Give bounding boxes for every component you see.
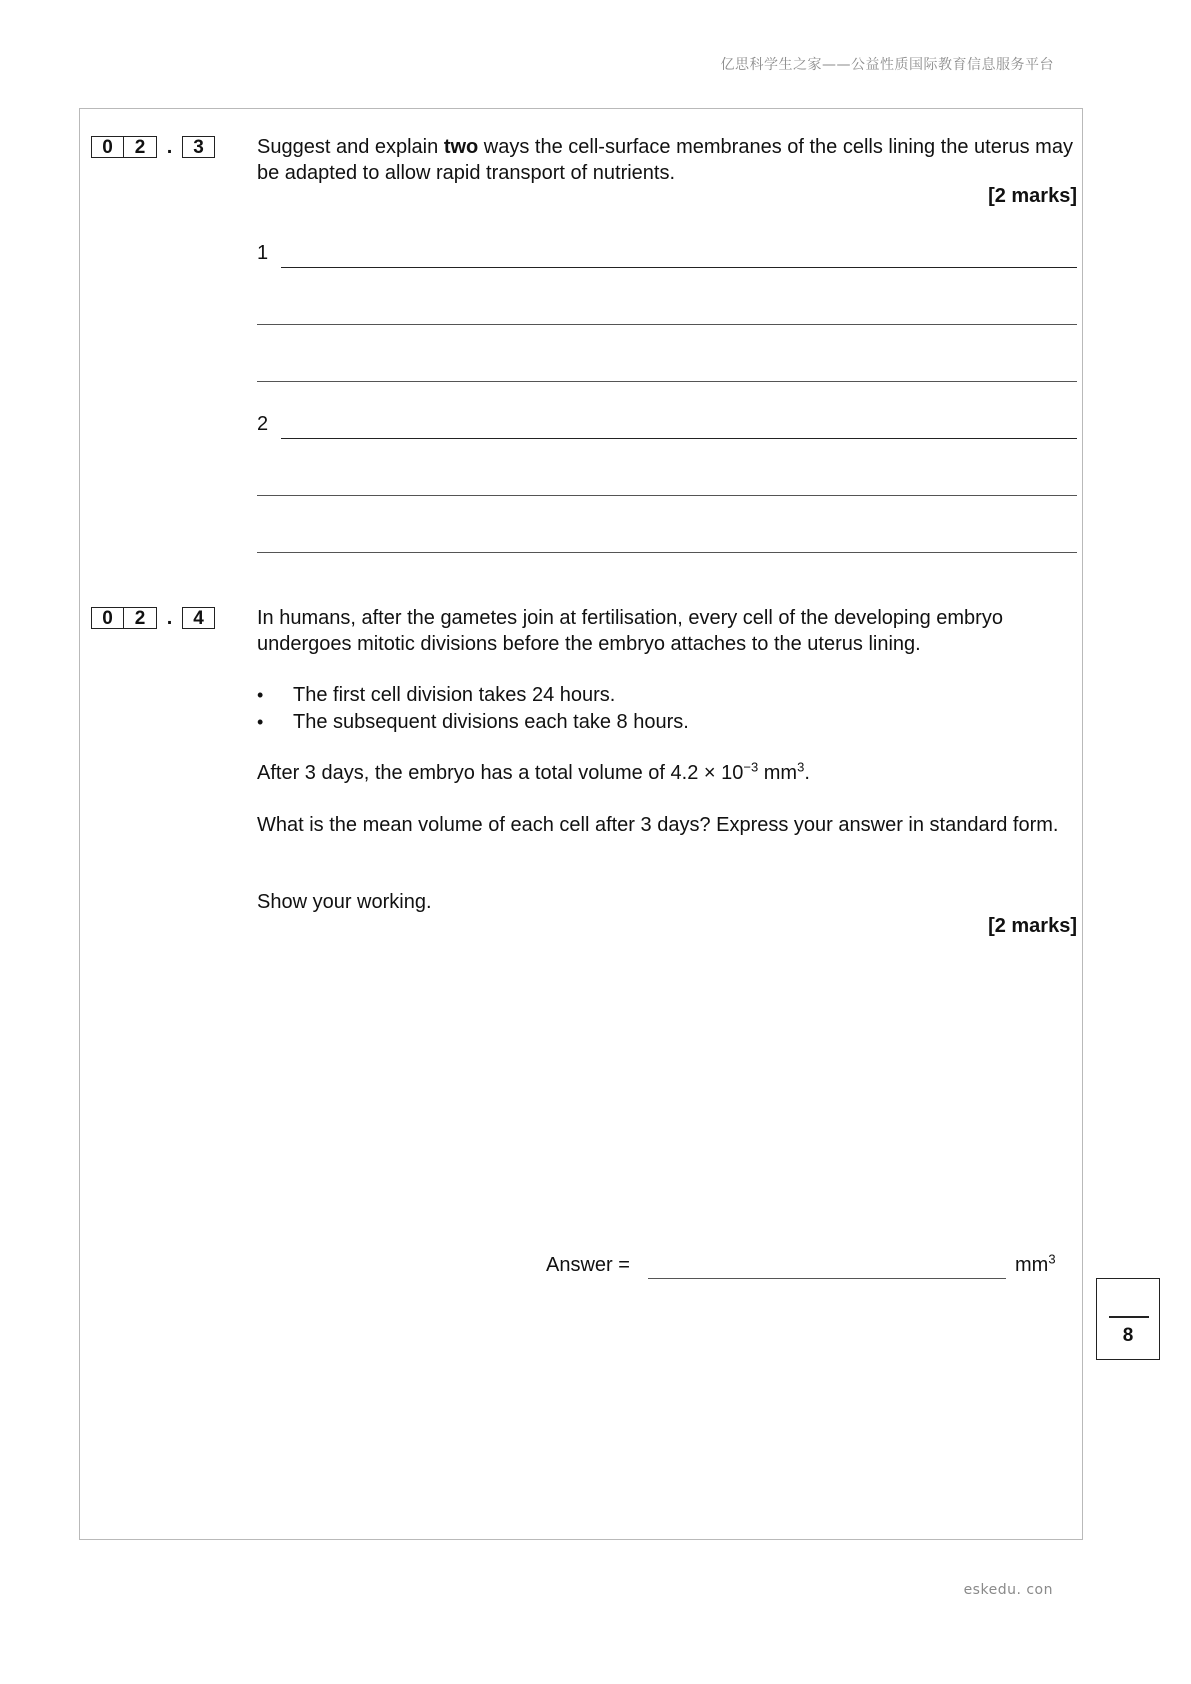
bullet-item: • The subsequent divisions each take 8 hours. [257,709,1077,736]
answer-line-label-1: 1 [257,242,269,264]
answer-unit-text: mm [1015,1254,1049,1276]
footer-site: eskedu. con [963,1582,1053,1598]
question-digit: 2 [124,607,157,629]
answer-unit-exponent: 3 [1048,1251,1056,1267]
volume-exponent: −3 [743,759,759,775]
page-score-box [1096,1278,1160,1360]
volume-unit: mm [758,762,798,784]
answer-field[interactable] [648,1278,1006,1279]
answer-line[interactable] [257,495,1077,496]
answer-line[interactable] [257,381,1077,382]
question-02-4-intro: In humans, after the gametes join at fertilisation, every cell of the developing embryo undergoes mitotic divisions before the embryo attaches to the uterus lining. [257,607,1003,655]
question-digit: 2 [124,136,157,158]
question-02-4-instruction: Show your working. [257,891,432,913]
volume-text-end: . [804,762,810,784]
question-02-4-volume [257,760,1077,786]
answer-label: Answer = [546,1254,630,1276]
volume-unit-exponent: 3 [797,759,805,775]
question-digit: 0 [91,136,124,158]
question-number-02-4 [91,607,215,629]
header-watermark: 亿思科学生之家——公益性质国际教育信息服务平台 [720,57,1054,73]
question-02-4-question: What is the mean volume of each cell after 3 days? Express your answer in standard form. [257,814,1059,836]
score-divider [1109,1316,1149,1318]
question-digit: 4 [182,607,215,629]
answer-line[interactable] [281,267,1077,268]
question-digit: 3 [182,136,215,158]
question-digit: 0 [91,607,124,629]
question-number-02-3 [91,136,215,158]
answer-line[interactable] [257,324,1077,325]
answer-line[interactable] [281,438,1077,439]
question-02-3-marks: [2 marks] [988,185,1077,207]
answer-line-label-2: 2 [257,413,269,435]
answer-line[interactable] [257,552,1077,553]
question-text-part: Suggest and explain [257,136,444,158]
question-text-part: ways the cell-surface membranes of the cells lining the uterus may be adapted to allow rapid transport of nutrients. [257,136,1073,184]
volume-text: After 3 days, the embryo has a total volume of 4.2 × 10 [257,762,744,784]
bullet-item: • The first cell division takes 24 hours. [257,682,1077,709]
question-text-emphasis: two [443,136,479,158]
question-02-4-marks: [2 marks] [988,915,1077,937]
question-02-4-bullets [257,682,1077,736]
question-02-3-text [257,134,1077,186]
question-dot: . [166,607,173,629]
answer-unit [1015,1251,1056,1277]
page-score-total: 8 [1122,1325,1134,1346]
question-dot: . [166,136,173,158]
